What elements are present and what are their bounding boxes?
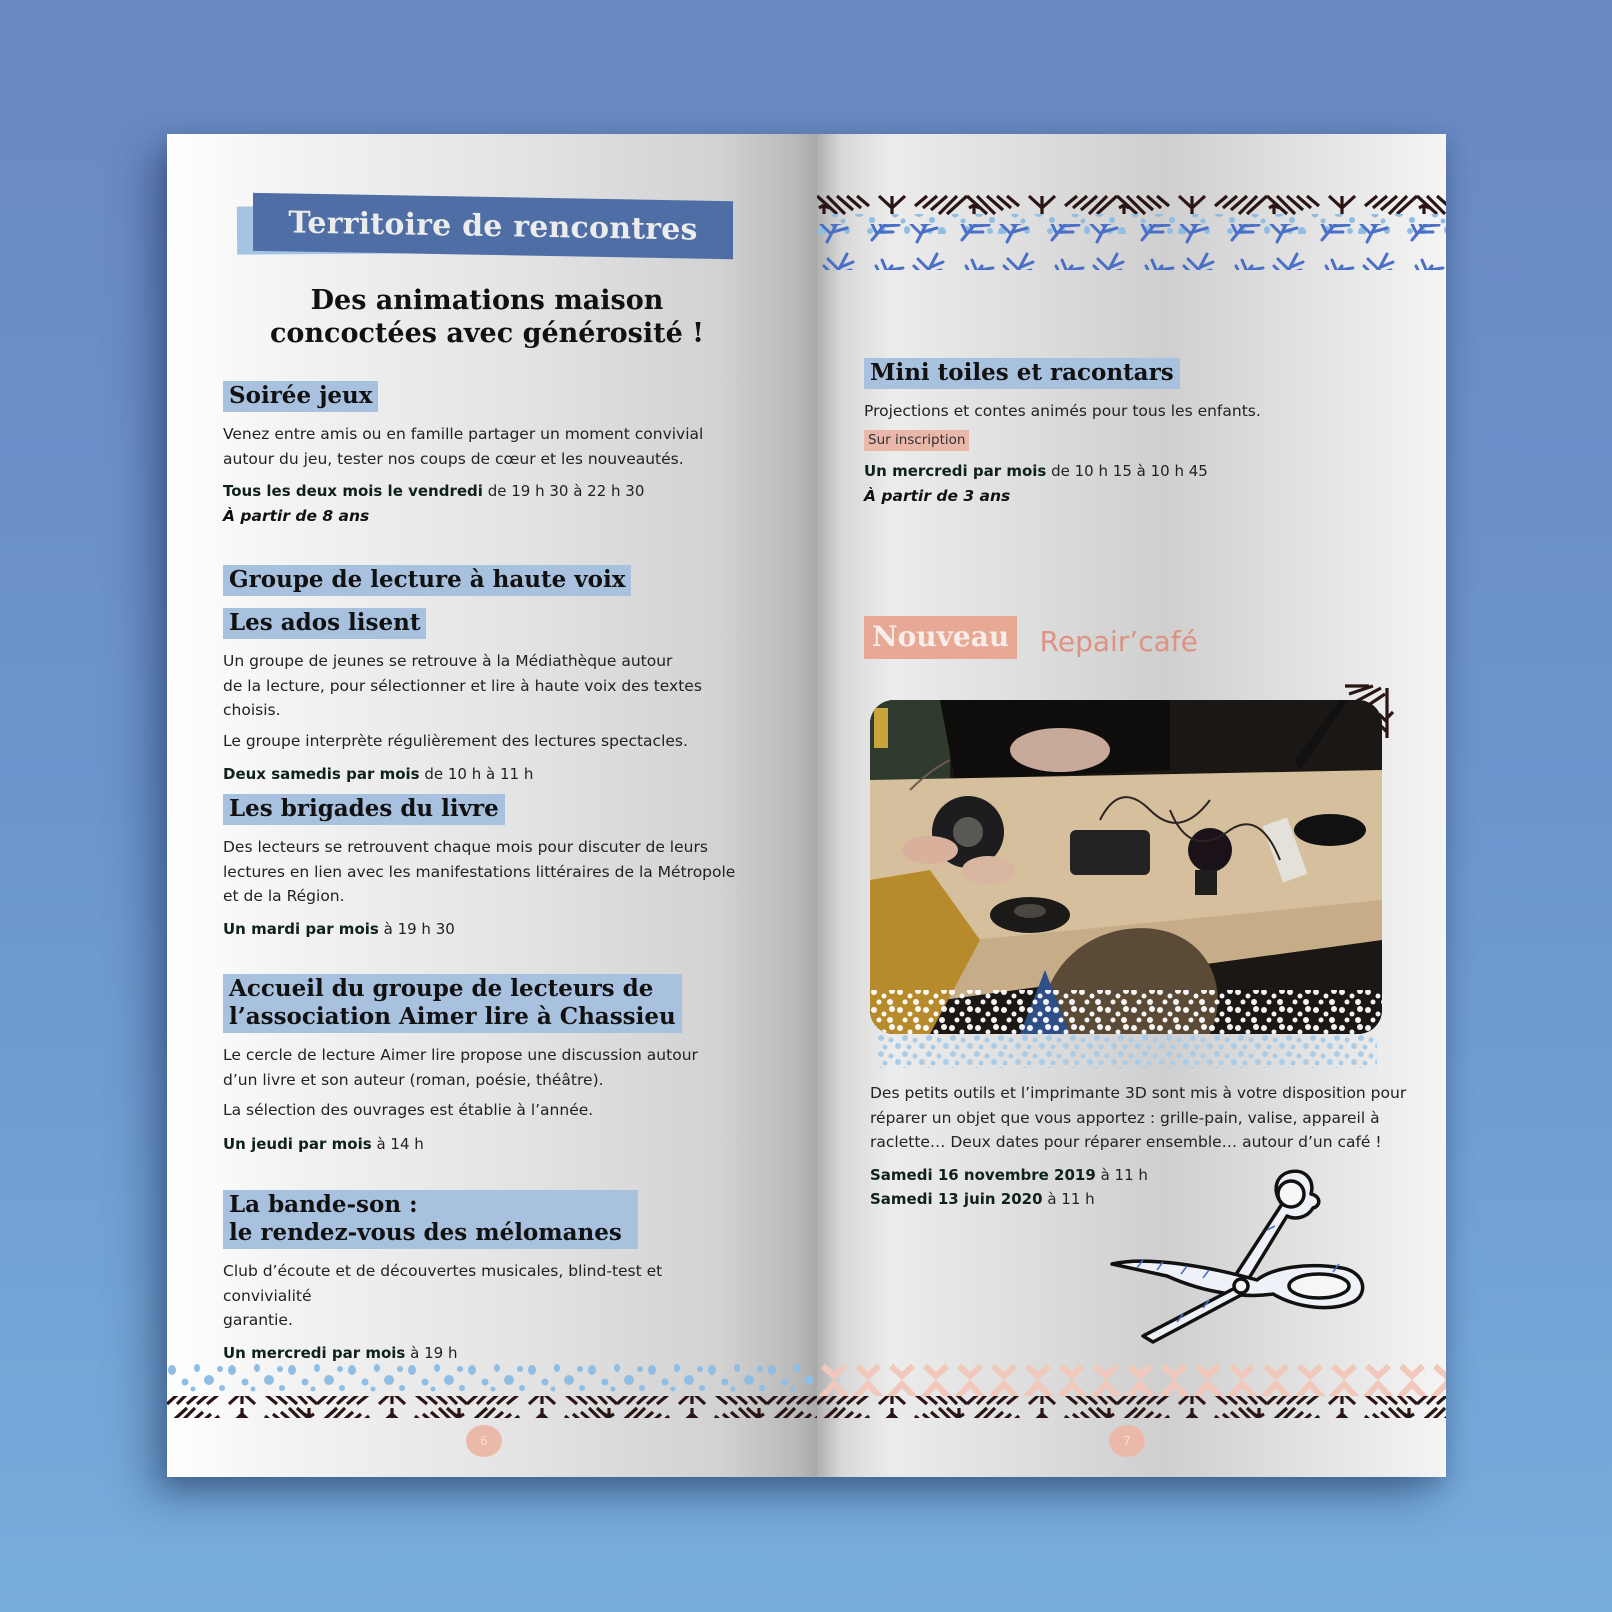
repair-cafe-heading	[864, 616, 1198, 659]
schedule-time: de 19 h 30 à 22 h 30	[487, 482, 645, 500]
section-banner	[237, 197, 737, 259]
event-description	[223, 422, 743, 471]
date-time: à 11 h	[1047, 1189, 1095, 1208]
open-booklet	[167, 134, 1446, 1477]
event-description	[223, 1259, 743, 1333]
text-line: Le cercle de lecture Aimer lire propose une discussion autour	[223, 1046, 698, 1064]
event-schedule	[223, 762, 743, 786]
event-age: À partir de 3 ans	[864, 486, 1011, 505]
dots-border-decoration	[167, 1362, 817, 1422]
event-title	[223, 1190, 638, 1249]
event-mini-toiles	[864, 358, 1384, 509]
event-title: Soirée jeux	[223, 381, 378, 412]
text-line: Venez entre amis ou en famille partager un moment convivial	[223, 425, 704, 443]
text-line: lectures en lien avec les manifestations littéraires de la Métropole	[223, 862, 736, 881]
schedule-time: à 14 h	[376, 1134, 424, 1153]
event-description: Projections et contes animés pour tous les enfants.	[864, 402, 1261, 420]
title-line: La bande-son :	[229, 1191, 418, 1218]
registration-tag: Sur inscription	[864, 430, 969, 451]
text-line: garantie.	[223, 1311, 293, 1329]
event-description	[223, 835, 743, 909]
schedule-frequency: Un mardi par mois	[223, 919, 379, 938]
text-line: réparer un objet que vous apportez : grille-pain, valise, appareil à	[870, 1108, 1380, 1127]
event-soiree-jeux	[223, 381, 743, 529]
text-line: raclette… Deux dates pour réparer ensemble… autour d’un café !	[870, 1133, 1382, 1151]
subtitle-line: concoctées avec générosité !	[269, 318, 705, 349]
event-description-extra: La sélection des ouvrages est établie à l’année.	[223, 1101, 594, 1119]
text-line: de la lecture, pour sélectionner et lire à haute voix des textes choisis.	[223, 676, 702, 719]
text-line: d’un livre et son auteur (roman, poésie, théâtre).	[223, 1070, 604, 1089]
repair-cafe-photo	[870, 700, 1382, 1034]
leaf-border-decoration	[817, 194, 1446, 274]
event-title: Les brigades du livre	[223, 794, 505, 825]
title-line: le rendez-vous des mélomanes	[229, 1219, 622, 1246]
section-title: Territoire de rencontres	[288, 204, 698, 248]
text-line: Des lecteurs se retrouvent chaque mois pour discuter de leurs	[223, 838, 708, 856]
page-number: 6	[466, 1425, 502, 1457]
date-day: Samedi 13 juin 2020	[870, 1189, 1043, 1208]
title-line: Accueil du groupe de lecteurs de	[229, 975, 654, 1002]
schedule-time: à 19 h 30	[383, 919, 455, 938]
event-schedule	[223, 917, 743, 941]
left-page	[167, 134, 817, 1477]
event-subtitle: Les ados lisent	[223, 608, 426, 639]
text-line: autour du jeu, tester nos coups de cœur et les nouveautés.	[223, 449, 684, 468]
event-description	[870, 1081, 1430, 1155]
schedule-time: de 10 h à 11 h	[424, 765, 534, 783]
event-schedule	[223, 479, 743, 503]
event-description	[223, 1043, 743, 1092]
text-line: Club d’écoute et de découvertes musicales, blind-test et convivialité	[223, 1262, 663, 1305]
event-bande-son	[223, 1190, 743, 1365]
schedule-time: à 19 h	[410, 1343, 458, 1362]
event-description	[223, 649, 743, 723]
text-line: Des petits outils et l’imprimante 3D sont mis à votre disposition pour	[870, 1084, 1407, 1102]
event-title	[223, 974, 682, 1033]
event-schedule	[223, 1132, 743, 1156]
event-age: À partir de 8 ans	[223, 507, 370, 525]
photo-dots-decoration	[877, 1034, 1377, 1074]
event-description-extra: Le groupe interprète régulièrement des lectures spectacles.	[223, 731, 688, 750]
date-day: Samedi 16 novembre 2019	[870, 1165, 1096, 1184]
schedule-frequency: Un mercredi par mois	[223, 1343, 406, 1362]
event-aimer-lire	[223, 974, 743, 1156]
date-time: à 11 h	[1100, 1165, 1148, 1184]
schedule-frequency: Un jeudi par mois	[223, 1134, 372, 1153]
text-line: Un groupe de jeunes se retrouve à la Médiathèque autour	[223, 652, 673, 670]
event-schedule	[223, 1341, 743, 1365]
event-brigades-livre	[223, 794, 743, 941]
new-badge: Nouveau	[864, 616, 1017, 659]
event-schedule	[864, 459, 1384, 483]
schedule-frequency: Deux samedis par mois	[223, 765, 420, 783]
event-groupe-lecture	[223, 565, 743, 786]
event-title: Mini toiles et racontars	[864, 358, 1180, 389]
subtitle-line: Des animations maison	[310, 285, 664, 316]
schedule-time: de 10 h 15 à 10 h 45	[1051, 461, 1208, 480]
photo-illustration	[870, 700, 1382, 1034]
scissors-icon	[1107, 1164, 1367, 1344]
page-subtitle	[227, 284, 747, 350]
repair-cafe-title: Repair’café	[1039, 625, 1198, 659]
banner-strip	[253, 193, 733, 259]
event-title: Groupe de lecture à haute voix	[223, 565, 631, 596]
schedule-frequency: Un mercredi par mois	[864, 461, 1047, 480]
right-page	[817, 134, 1446, 1477]
page-number: 7	[1109, 1425, 1145, 1457]
text-line: et de la Région.	[223, 887, 345, 905]
zigzag-border-decoration	[817, 1362, 1446, 1422]
schedule-frequency: Tous les deux mois le vendredi	[223, 482, 483, 500]
title-line: l’association Aimer lire à Chassieu	[229, 1003, 676, 1030]
